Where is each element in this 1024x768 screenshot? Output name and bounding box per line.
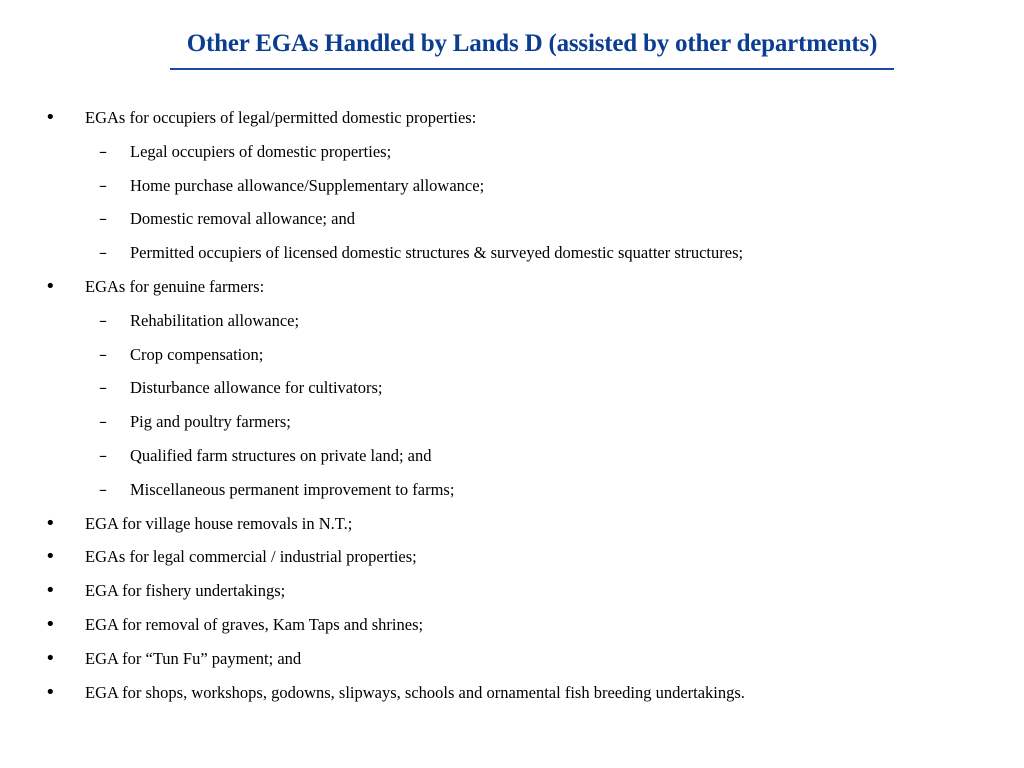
bullet-text: EGAs for legal commercial / industrial properties; (85, 547, 417, 567)
sub-bullet-item (0, 476, 1024, 510)
bullet-marker: • (45, 681, 56, 703)
sub-bullet-item (0, 374, 1024, 408)
bullet-text: EGA for “Tun Fu” payment; and (85, 648, 302, 668)
bullet-item (0, 679, 1024, 713)
sub-bullet-item (0, 205, 1024, 239)
sub-bullet-item (0, 239, 1024, 273)
dash-marker: – (99, 445, 107, 465)
sub-bullet-item (0, 341, 1024, 375)
slide-title: Other EGAs Handled by Lands D (assisted by other departments) (186, 30, 878, 57)
sub-bullet-item (0, 172, 1024, 206)
dash-marker: – (99, 479, 107, 499)
bullet-item (0, 577, 1024, 611)
sub-bullet-item (0, 138, 1024, 172)
bullet-text: EGA for shops, workshops, godowns, slipways, schools and ornamental fish breeding undertakings. (85, 682, 745, 702)
sub-bullet-text: Domestic removal allowance; and (130, 209, 355, 229)
dash-marker: – (99, 310, 107, 330)
bullet-marker: • (45, 275, 56, 297)
bullet-item (0, 104, 1024, 138)
sub-bullet-text: Crop compensation; (130, 344, 264, 364)
sub-bullet-text: Legal occupiers of domestic properties; (130, 141, 392, 161)
dash-marker: – (99, 344, 107, 364)
sub-bullet-text: Permitted occupiers of licensed domestic structures & surveyed domestic squatter structures; (130, 243, 744, 263)
dash-marker: – (99, 141, 107, 161)
bullet-text: EGAs for occupiers of legal/permitted domestic properties: (85, 108, 477, 127)
bullet-text: EGA for village house removals in N.T.; (85, 513, 353, 533)
bullet-marker: • (45, 512, 56, 534)
title-underline (170, 68, 894, 70)
dash-marker: – (99, 243, 107, 263)
bullet-list (0, 104, 1024, 712)
bullet-item (0, 543, 1024, 577)
dash-marker: – (99, 378, 107, 398)
dash-marker: – (99, 209, 107, 229)
sub-bullet-text: Miscellaneous permanent improvement to farms; (130, 479, 455, 499)
sub-bullet-text: Home purchase allowance/Supplementary allowance; (130, 175, 485, 195)
bullet-marker: • (45, 647, 56, 669)
bullet-marker: • (45, 613, 56, 635)
sub-bullet-text: Rehabilitation allowance; (130, 310, 300, 330)
bullet-item (0, 645, 1024, 679)
bullet-item (0, 273, 1024, 307)
bullet-marker: • (45, 546, 56, 568)
dash-marker: – (99, 412, 107, 432)
sub-bullet-text: Pig and poultry farmers; (130, 412, 291, 432)
bullet-item (0, 611, 1024, 645)
bullet-marker: • (45, 107, 56, 128)
sub-bullet-text: Disturbance allowance for cultivators; (130, 378, 383, 398)
dash-marker: – (99, 175, 107, 195)
sub-bullet-text: Qualified farm structures on private land; and (130, 445, 432, 465)
bullet-text: EGA for fishery undertakings; (85, 581, 286, 601)
bullet-item (0, 510, 1024, 544)
sub-bullet-item (0, 307, 1024, 341)
bullet-text: EGA for removal of graves, Kam Taps and shrines; (85, 614, 424, 634)
sub-bullet-item (0, 442, 1024, 476)
bullet-marker: • (45, 580, 56, 602)
sub-bullet-item (0, 408, 1024, 442)
bullet-text: EGAs for genuine farmers: (85, 276, 265, 296)
